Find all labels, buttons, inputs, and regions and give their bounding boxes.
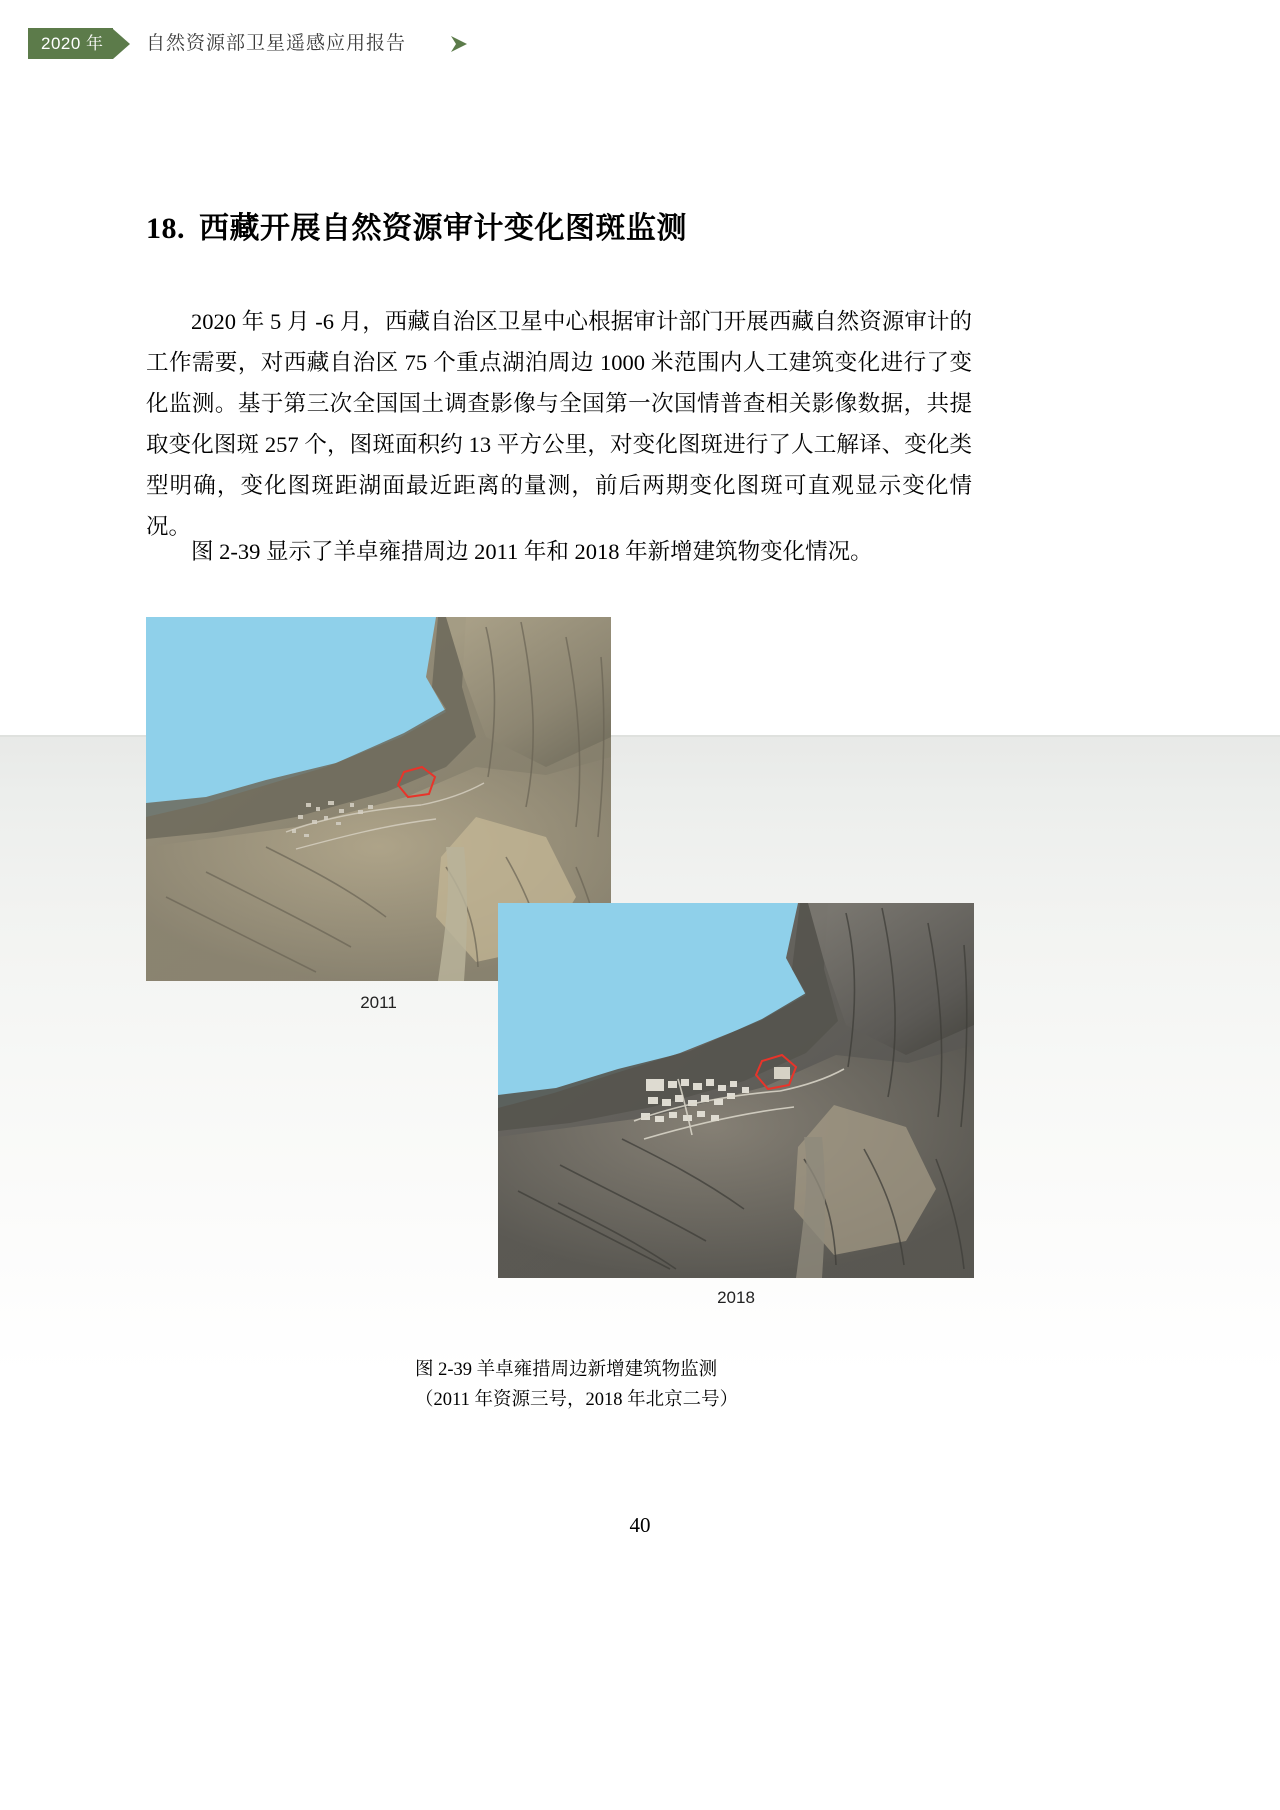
section-heading	[146, 203, 687, 247]
section-number: 18.	[146, 212, 185, 245]
year-tag	[28, 28, 130, 59]
page-number: 40	[629, 1513, 651, 1537]
paragraph-1: 2020 年 5 月 -6 月，西藏自治区卫星中心根据审计部门开展西藏自然资源审计的工作需要，对西藏自治区 75 个重点湖泊周边 1000 米范围内人工建筑变化进行了变化监测。基于第三次全国国土调查影像与全国第一次国情普查相关影像数据，共提取变化图斑 257 个，图斑面积约 13 平方公里，对变化图斑进行了人工解译、变化类型明确，变化图斑距湖面最近距离的量测，前后两期变化图斑可直观显示变化情况。	[146, 308, 972, 539]
satellite-image-2018-graphic	[498, 903, 974, 1278]
paragraph-2: 图 2-39 显示了羊卓雍措周边 2011 年和 2018 年新增建筑物变化情况。	[191, 538, 873, 564]
year-label-2011: 2011	[360, 993, 397, 1012]
year-tag-label: 2020 年	[28, 28, 113, 59]
section-title-text: 西藏开展自然资源审计变化图斑监测	[199, 212, 687, 245]
chevron-right-icon	[449, 33, 471, 55]
running-header	[0, 0, 1280, 76]
year-tag-arrow-icon	[113, 29, 130, 59]
figure-caption-line-2: （2011 年资源三号，2018 年北京二号）	[415, 1390, 739, 1410]
satellite-image-2018[interactable]	[498, 903, 974, 1278]
report-title: 自然资源部卫星遥感应用报告	[146, 33, 407, 54]
figure-caption-line-1: 图 2-39 羊卓雍措周边新增建筑物监测	[415, 1360, 718, 1380]
year-label-2018: 2018	[717, 1288, 755, 1307]
